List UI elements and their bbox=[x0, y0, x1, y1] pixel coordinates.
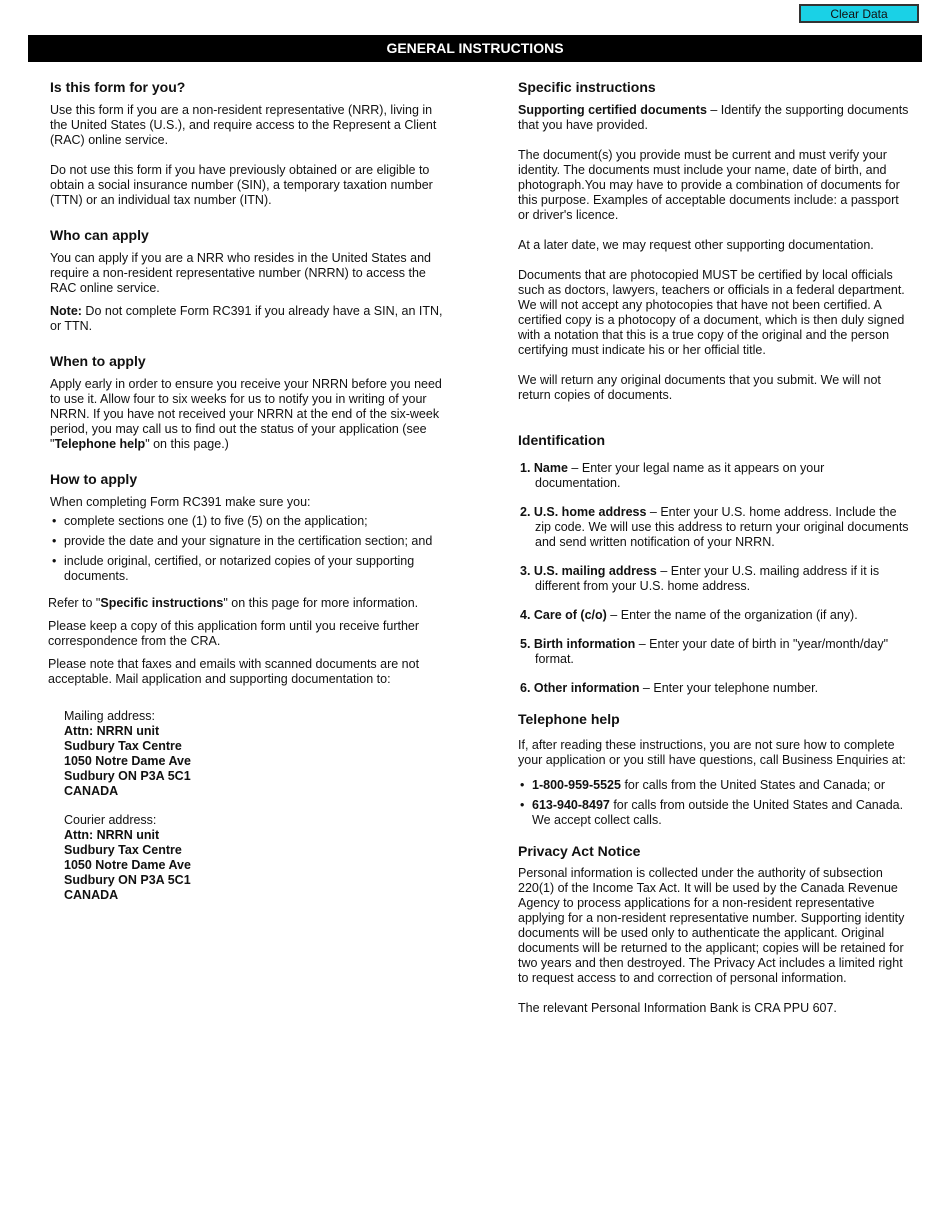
section-title-identification: Identification bbox=[518, 432, 606, 448]
note-text: Do not complete Form RC391 if you already have a SIN, an ITN, or TTN. bbox=[50, 304, 443, 333]
list-item bbox=[518, 778, 910, 793]
when-text-end: " on this page.) bbox=[145, 437, 229, 451]
item-text: – Enter the name of the organization (if any). bbox=[606, 608, 858, 622]
mailing-address-label: Mailing address: bbox=[64, 709, 156, 723]
list-item: • include original, certified, or notarized copies of your supporting documents. bbox=[50, 554, 445, 584]
paragraph bbox=[48, 596, 445, 611]
address-line: Sudbury Tax Centre bbox=[64, 739, 182, 753]
list-item bbox=[518, 798, 910, 828]
address-line: Sudbury ON P3A 5C1 bbox=[64, 769, 191, 783]
address-line: Sudbury Tax Centre bbox=[64, 843, 182, 857]
courier-address-label: Courier address: bbox=[64, 813, 157, 827]
paragraph: Please keep a copy of this application form until you receive further correspondence from the CRA. bbox=[48, 619, 420, 648]
address-line: 1050 Notre Dame Ave bbox=[64, 754, 191, 768]
refer-text: Refer to " bbox=[48, 596, 101, 610]
list-item bbox=[518, 505, 910, 550]
address-line: 1050 Notre Dame Ave bbox=[64, 858, 191, 872]
address-line: CANADA bbox=[64, 784, 119, 798]
supporting-docs-label: Supporting certified documents bbox=[518, 103, 707, 117]
paragraph: Do not use this form if you have previously obtained or are eligible to obtain a social insurance number (SIN), a temporary taxation number (TTN) or an individual tax number (ITN). bbox=[50, 163, 433, 207]
section-title-privacy-act: Privacy Act Notice bbox=[518, 843, 641, 859]
clear-data-button[interactable]: Clear Data bbox=[799, 4, 919, 23]
paragraph: Please note that faxes and emails with scanned documents are not acceptable. Mail application and supporting documentation to: bbox=[48, 657, 420, 686]
paragraph bbox=[50, 377, 445, 452]
left-column bbox=[50, 78, 445, 917]
section-title-is-this-form: Is this form for you? bbox=[50, 79, 186, 95]
mailing-address bbox=[64, 709, 445, 799]
how-to-apply-list bbox=[50, 514, 445, 584]
when-text: Apply early in order to ensure you receive your NRRN before you need to use it. Allow four to six weeks for us to notify you in writing of your NRRN. If you have not received your NRRN at the end of the six-week period, you may call us to find out the status of your application (see " bbox=[50, 377, 442, 451]
address-line: Attn: NRRN unit bbox=[64, 724, 160, 738]
phone-number: 613-940-8497 bbox=[532, 798, 610, 812]
paragraph: We will return any original documents that you submit. We will not return copies of documents. bbox=[518, 373, 881, 402]
address-line: Attn: NRRN unit bbox=[64, 828, 160, 842]
list-item: • complete sections one (1) to five (5) on the application; bbox=[50, 514, 445, 529]
phone-text: for calls from outside the United States and Canada. We accept collect calls. bbox=[532, 798, 904, 827]
section-title-telephone-help: Telephone help bbox=[518, 711, 620, 727]
general-instructions-banner: GENERAL INSTRUCTIONS bbox=[28, 35, 922, 62]
list-item: • provide the date and your signature in the certification section; and bbox=[50, 534, 445, 549]
paragraph: The document(s) you provide must be current and must verify your identity. The documents must include your name, date of birth, and photograph.You may have to provide a combination of documents for this purpose. Examples of acceptable documents include: a passport or driver's licence. bbox=[518, 148, 900, 222]
note-paragraph bbox=[50, 304, 445, 334]
courier-address bbox=[64, 813, 445, 903]
item-text: – Enter your telephone number. bbox=[639, 681, 819, 695]
paragraph: If, after reading these instructions, you are not sure how to complete your application or you still have questions, call Business Enquiries at: bbox=[518, 738, 906, 767]
note-label: Note: bbox=[50, 304, 82, 318]
item-label: 2. U.S. home address bbox=[520, 505, 647, 519]
refer-text-end: " on this page for more information. bbox=[223, 596, 419, 610]
identification-list bbox=[518, 461, 910, 696]
section-title-when-to-apply: When to apply bbox=[50, 353, 146, 369]
addresses bbox=[64, 709, 445, 903]
specific-instructions-ref: Specific instructions bbox=[100, 596, 224, 610]
telephone-list bbox=[518, 778, 910, 828]
paragraph: You can apply if you are a NRR who resides in the United States and require a non-resident representative number (NRRN) to access the RAC online service. bbox=[50, 251, 432, 295]
paragraph: Use this form if you are a non-resident representative (NRR), living in the United States (U.S.), and require access to the Represent a Client (RAC) online service. bbox=[50, 103, 437, 147]
section-title-how-to-apply: How to apply bbox=[50, 471, 138, 487]
paragraph: At a later date, we may request other supporting documentation. bbox=[518, 238, 874, 252]
phone-number: 1-800-959-5525 bbox=[532, 778, 621, 792]
paragraph: When completing Form RC391 make sure you: bbox=[50, 495, 311, 509]
item-label: 6. Other information bbox=[520, 681, 640, 695]
item-text: – Enter your U.S. home address. Include the zip code. We will use this address to return your original documents and send written notification of your NRRN. bbox=[535, 505, 909, 549]
address-line: Sudbury ON P3A 5C1 bbox=[64, 873, 191, 887]
item-text: – Enter your U.S. mailing address if it is different from your U.S. home address. bbox=[535, 564, 880, 593]
item-label: 4. Care of (c/o) bbox=[520, 608, 607, 622]
section-title-who-can-apply: Who can apply bbox=[50, 227, 149, 243]
item-label: 1. Name bbox=[520, 461, 568, 475]
phone-text: for calls from the United States and Canada; or bbox=[620, 778, 885, 792]
address-line: CANADA bbox=[64, 888, 119, 902]
paragraph: Documents that are photocopied MUST be certified by local officials such as doctors, lawyers, teachers or officials in a federal department. We will not accept any photocopies that have not been certified. A certified copy is a photocopy of a document, which is then duly signed with a notation that this is a true copy of the original and the person certifying must indicate his or her official title. bbox=[518, 268, 905, 357]
paragraph: Personal information is collected under the authority of subsection 220(1) of the Income Tax Act. It will be used by the Canada Revenue Agency to process applications for a non-resident representative applying for a non-resident representative number. Supporting identity documents will be used only to authenticate the applicant. Original documents will be returned to the applicant; copies will be retained for two years and then destroyed. The Privacy Act includes a limited right to request access to and correction of personal information. bbox=[518, 866, 905, 985]
item-label: 3. U.S. mailing address bbox=[520, 564, 657, 578]
supporting-docs-text: – Identify the supporting documents that you have provided. bbox=[518, 103, 909, 132]
paragraph bbox=[518, 103, 910, 133]
paragraph: The relevant Personal Information Bank is CRA PPU 607. bbox=[518, 1001, 837, 1015]
list-item bbox=[518, 461, 910, 491]
item-label: 5. Birth information bbox=[520, 637, 636, 651]
right-column bbox=[518, 78, 910, 1031]
list-item bbox=[518, 564, 910, 594]
list-item bbox=[518, 637, 910, 667]
item-text: – Enter your legal name as it appears on your documentation. bbox=[535, 461, 825, 490]
list-item bbox=[518, 681, 910, 696]
item-text: – Enter your date of birth in "year/month/day" format. bbox=[535, 637, 889, 666]
telephone-help-ref: Telephone help bbox=[54, 437, 146, 451]
section-title-specific-instructions: Specific instructions bbox=[518, 79, 656, 95]
list-item bbox=[518, 608, 910, 623]
